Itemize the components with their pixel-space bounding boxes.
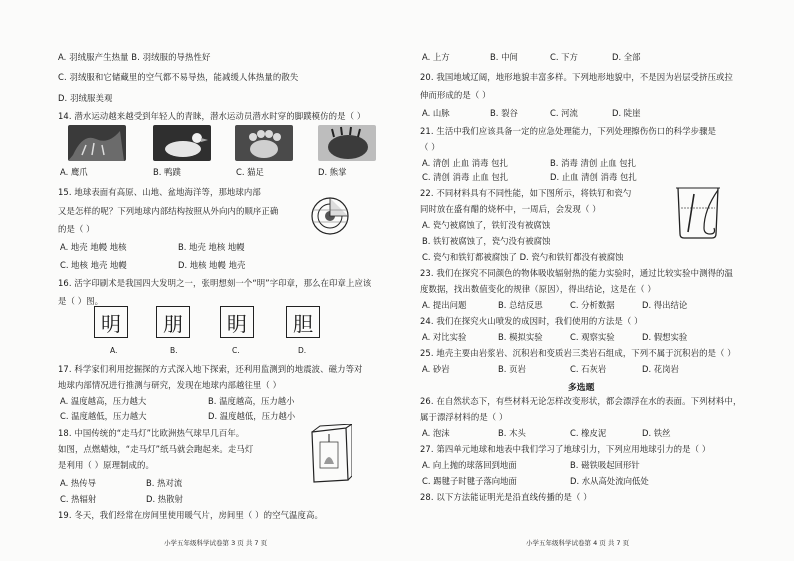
q26-option-c: C. 橡皮泥 bbox=[570, 428, 607, 438]
bear-paw-photo bbox=[318, 125, 376, 161]
q22-option-b: B. 铁钉被腐蚀了，瓷勺没有被腐蚀 bbox=[422, 236, 551, 246]
q19-stem: 19. 冬天，我们经常在房间里使用暖气片，房间里（ ）的空气温度高。 bbox=[58, 510, 323, 520]
cat-paw-photo bbox=[235, 125, 293, 161]
section-heading-multi-choice: 多选题 bbox=[568, 383, 595, 393]
q25-option-a: A. 砂岩 bbox=[422, 364, 450, 374]
q24-option-b: B. 模拟实验 bbox=[498, 332, 543, 342]
q26-stem-line1: 26. 在自然状态下，有些材料无论怎样改变形状，都会漂浮在水的表面。下列材料中， bbox=[420, 396, 742, 406]
q18-stem-line2: 如图，点燃蜡烛，“走马灯”纸马就会跑起来。走马灯 bbox=[58, 444, 254, 454]
q14-stem: 14. 潜水运动越来越受到年轻人的青睐，潜水运动员潜水时穿的脚蹼模仿的是（ ） bbox=[58, 111, 366, 121]
q17-option-b: B. 温度越高，压力越小 bbox=[208, 396, 295, 406]
q23-option-d: D. 得出结论 bbox=[642, 300, 688, 310]
q15-stem-line2: 又是怎样的呢？下列地球内部结构按照从外向内的顺序正确 bbox=[58, 206, 279, 216]
q13-option-d: D. 羽绒服美观 bbox=[58, 93, 113, 103]
q20-stem-line2: 伸而形成的是（ ） bbox=[420, 90, 491, 100]
stamp-glyph-b: 朋 bbox=[156, 306, 190, 338]
beaker-diagram bbox=[674, 184, 726, 244]
stamp-label-d: D. bbox=[298, 346, 307, 355]
q13-option-c: C. 羽绒服和它储藏里的空气都不易导热，能减缓人体热量的散失 bbox=[58, 72, 299, 82]
q20-option-a: A. 山脉 bbox=[422, 108, 450, 118]
q19-option-c: C. 下方 bbox=[550, 52, 578, 62]
q20-option-c: C. 河流 bbox=[550, 108, 578, 118]
q22-stem-line1: 22. 不同材料具有不同性能，如下图所示，将铁钉和瓷勺 bbox=[420, 188, 632, 198]
q21-option-b: B. 消毒 清创 止血 包扎 bbox=[550, 158, 637, 168]
q15-option-a: A. 地壳 地幔 地核 bbox=[60, 242, 127, 252]
q18-option-b: B. 热对流 bbox=[146, 478, 183, 488]
eagle-claw-photo bbox=[68, 125, 126, 161]
q26-option-b: B. 木头 bbox=[498, 428, 526, 438]
q21-option-d: D. 止血 清创 消毒 包扎 bbox=[550, 172, 637, 182]
earth-structure-diagram bbox=[310, 196, 350, 240]
q23-stem-line1: 23. 我们在探究不同颜色的物体吸收辐射热的能力实验时，通过比较实验中测得的温 bbox=[420, 268, 734, 278]
duck-photo bbox=[153, 125, 211, 161]
q17-option-d: D. 温度越低，压力越小 bbox=[208, 411, 296, 421]
q17-option-c: C. 温度越低，压力越大 bbox=[60, 411, 147, 421]
q15-option-b: B. 地壳 地核 地幔 bbox=[178, 242, 245, 252]
stamp-label-b: B. bbox=[170, 346, 178, 355]
q14-option-d: D. 熊掌 bbox=[318, 167, 347, 177]
q24-option-a: A. 对比实验 bbox=[422, 332, 467, 342]
q16-stem-line1: 16. 活字印刷术是我国四大发明之一，张明想刻一个“明”字印章，那么在印章上应该 bbox=[58, 278, 372, 288]
q13-option-row-ab: A. 羽绒服产生热量 B. 羽绒服的导热性好 bbox=[58, 52, 211, 62]
q21-option-a: A. 清创 止血 消毒 包扎 bbox=[422, 158, 508, 168]
q18-stem-line3: 是利用（ ）原理制成的。 bbox=[58, 460, 154, 470]
left-page bbox=[58, 0, 394, 561]
stamp-glyph-c: 眀 bbox=[220, 306, 254, 338]
q20-option-d: D. 陡崖 bbox=[612, 108, 641, 118]
lantern-diagram bbox=[306, 424, 352, 490]
right-page-footer: 小学五年级科学试卷第 4 页 共 7 页 bbox=[526, 539, 630, 547]
q25-option-b: B. 页岩 bbox=[498, 364, 526, 374]
q15-stem-line1: 15. 地球表面有高原、山地、盆地海洋等，那地球内部 bbox=[58, 187, 261, 197]
q25-option-d: D. 花岗岩 bbox=[642, 364, 679, 374]
q26-option-a: A. 泡沫 bbox=[422, 428, 450, 438]
q17-option-a: A. 温度越高，压力越大 bbox=[60, 396, 147, 406]
q22-option-a: A. 瓷勺被腐蚀了，铁钉没有被腐蚀 bbox=[422, 220, 551, 230]
q18-option-c: C. 热辐射 bbox=[60, 494, 97, 504]
q20-stem-line1: 20. 我国地域辽阔，地形地貌丰富多样。下列地形地貌中，不是因为岩层受挤压或拉 bbox=[420, 72, 734, 82]
q27-option-c: C. 踢毽子时毽子落向地面 bbox=[422, 476, 517, 486]
q22-option-cd: C. 瓷勺和铁钉都被腐蚀了 D. 瓷勺和铁钉都没有被腐蚀 bbox=[422, 252, 624, 262]
stamp-label-a: A. bbox=[110, 346, 118, 355]
q24-option-d: D. 假想实验 bbox=[642, 332, 688, 342]
q14-option-c: C. 猫足 bbox=[236, 167, 264, 177]
q15-option-d: D. 地核 地幔 地壳 bbox=[178, 260, 246, 270]
q21-stem-line1: 21. 生活中我们应该具备一定的应急处理能力，下列处理擦伤伤口的科学步骤是 bbox=[420, 126, 717, 136]
q22-stem-line2: 同时放在盛有醋的烧杯中，一周后，会发现（ ） bbox=[420, 204, 601, 214]
q17-stem-line1: 17. 科学家们利用挖掘探的方式深入地下探索，还利用监测到的地震波、磁力等对 bbox=[58, 364, 363, 374]
stamp-glyph-d: 胆 bbox=[286, 306, 320, 338]
q14-option-b: B. 鸭蹼 bbox=[153, 167, 181, 177]
q15-option-c: C. 地核 地壳 地幔 bbox=[60, 260, 127, 270]
q20-option-b: B. 裂谷 bbox=[490, 108, 518, 118]
right-page bbox=[420, 0, 756, 561]
q14-option-a: A. 鹰爪 bbox=[60, 167, 88, 177]
q27-option-d: D. 水从高处流向低处 bbox=[570, 476, 649, 486]
q27-option-b: B. 磁铁吸起回形针 bbox=[570, 460, 640, 470]
q23-option-a: A. 提出问题 bbox=[422, 300, 467, 310]
q17-stem-line2: 地球内部情况进行推测与研究，发现在地球内部越往里（ ） bbox=[58, 380, 282, 390]
left-page-footer: 小学五年级科学试卷第 3 页 共 7 页 bbox=[164, 539, 268, 547]
q26-stem-line2: 属于漂浮材料的是（ ） bbox=[420, 412, 508, 422]
q16-stem-line2: 是（ ）图。 bbox=[58, 296, 104, 306]
q15-stem-line3: 的是（ ） bbox=[58, 224, 95, 234]
q19-option-b: B. 中间 bbox=[490, 52, 518, 62]
q19-option-d: D. 全部 bbox=[612, 52, 641, 62]
q25-option-c: C. 石灰岩 bbox=[570, 364, 607, 374]
q19-option-a: A. 上方 bbox=[422, 52, 450, 62]
q23-option-b: B. 总结反思 bbox=[498, 300, 543, 310]
q27-option-a: A. 向上抛的球落回到地面 bbox=[422, 460, 517, 470]
q25-stem: 25. 地壳主要由岩浆岩、沉积岩和变质岩三类岩石组成，下列不属于沉积岩的是（ ） bbox=[420, 348, 736, 358]
q21-option-c: C. 清创 消毒 止血 包扎 bbox=[422, 172, 509, 182]
q18-option-a: A. 热传导 bbox=[60, 478, 97, 488]
stamp-glyph-a: 明 bbox=[94, 306, 128, 338]
q18-stem-line1: 18. 中国传统的“走马灯”比欧洲热气球早几百年。 bbox=[58, 428, 245, 438]
stamp-label-c: C. bbox=[232, 346, 240, 355]
q24-option-c: C. 观察实验 bbox=[570, 332, 615, 342]
q28-stem: 28. 以下方法能证明光是沿直线传播的是（ ） bbox=[420, 492, 592, 502]
q24-stem: 24. 我们在探究火山喷发的成因时，我们使用的方法是（ ） bbox=[420, 316, 643, 326]
q27-stem: 27. 第四单元地球和地表中我们学习了地球引力，下列应用地球引力的是（ ） bbox=[420, 444, 711, 454]
q23-option-c: C. 分析数据 bbox=[570, 300, 615, 310]
q23-stem-line2: 度数据，找出数值变化的规律（原因），得出结论，这是在（ ） bbox=[420, 284, 656, 294]
q18-option-d: D. 热散射 bbox=[146, 494, 183, 504]
q21-stem-line2: （ ） bbox=[420, 142, 440, 152]
q26-option-d: D. 铁丝 bbox=[642, 428, 671, 438]
